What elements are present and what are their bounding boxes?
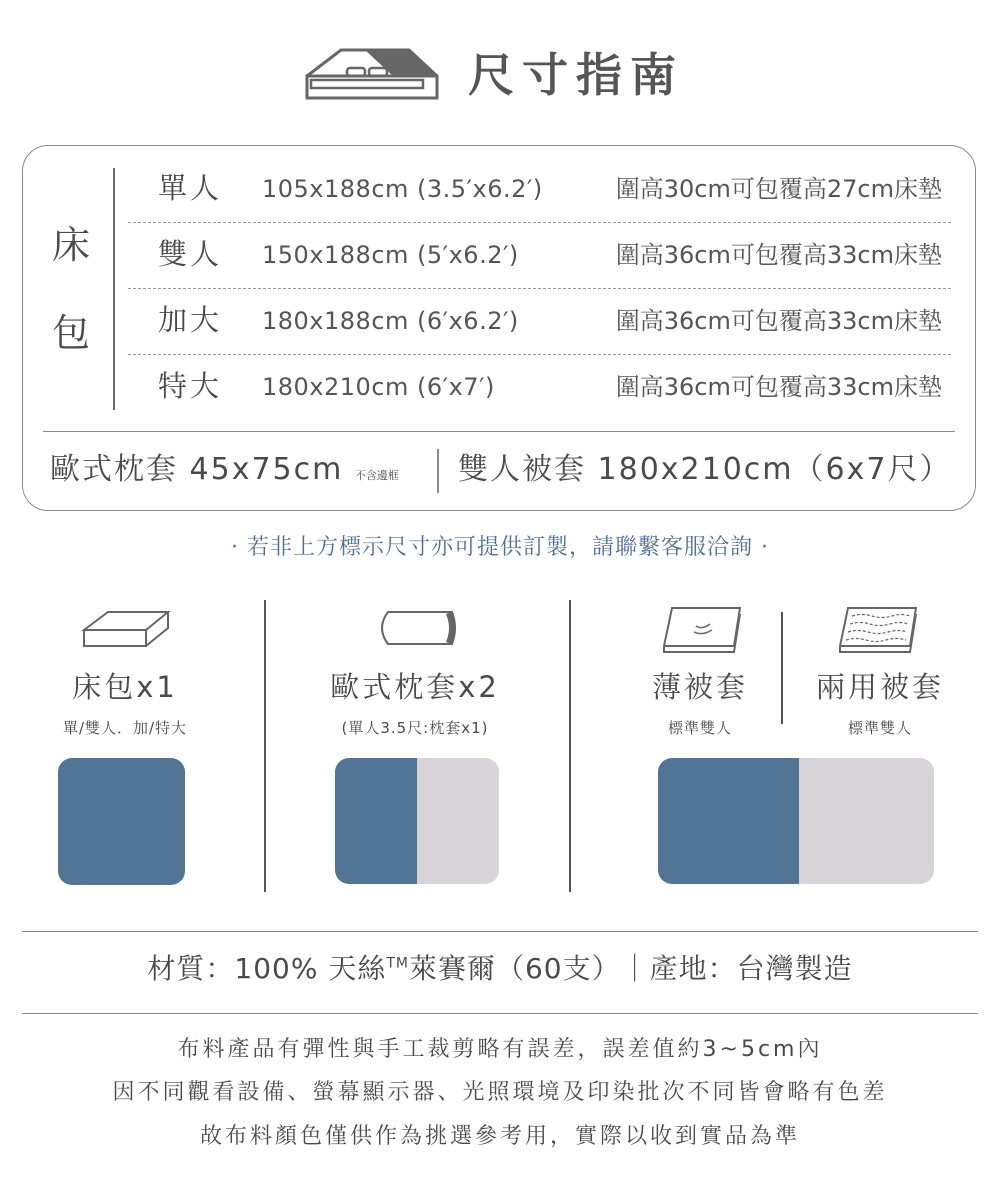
size-row-note: 圍高36cm可包覆高33cm床墊 bbox=[615, 373, 942, 401]
size-row-note: 圍高36cm可包覆高33cm床墊 bbox=[615, 307, 942, 335]
product-subtitle: 標準雙人 bbox=[667, 719, 732, 737]
product-subtitle: (單人3.5尺:枕套x1) bbox=[341, 719, 489, 737]
disclaimer-line: 因不同觀看設備、螢幕顯示器、光照環境及印染批次不同皆會略有色差 bbox=[112, 1080, 888, 1105]
category-label-char-1: 床 bbox=[52, 223, 91, 267]
product-subtitle: 單/雙人．加/特大 bbox=[62, 719, 188, 737]
table-separator bbox=[43, 431, 955, 432]
product-subtitle: 標準雙人 bbox=[847, 719, 912, 737]
product-title: 床包x1 bbox=[72, 670, 178, 704]
category-divider bbox=[113, 168, 115, 410]
size-row-dims: 180x188cm (6′x6.2′) bbox=[262, 307, 519, 335]
product-title: 薄被套 bbox=[651, 670, 748, 704]
disclaimer-line: 故布料顏色僅供作為挑選參考用，實際以收到實品為準 bbox=[199, 1124, 800, 1149]
product-title: 兩用被套 bbox=[815, 670, 944, 704]
size-row-note: 圍高30cm可包覆高27cm床墊 bbox=[615, 175, 942, 203]
swatch-gray bbox=[799, 758, 934, 884]
row-divider bbox=[128, 354, 951, 355]
fabric-swatch bbox=[335, 758, 499, 884]
custom-order-note: · 若非上方標示尺寸亦可提供訂製，請聯繫客服洽詢 · bbox=[231, 535, 769, 560]
swatch-blue bbox=[658, 758, 799, 884]
fitted-sheet-icon bbox=[82, 608, 172, 650]
page-title: 尺寸指南 bbox=[468, 48, 684, 102]
house-bed-icon bbox=[303, 44, 443, 104]
pillowcase-label: 歐式枕套 45x75cm bbox=[50, 452, 344, 487]
size-row-note: 圍高36cm可包覆高33cm床墊 bbox=[615, 241, 942, 269]
size-row-dims: 105x188cm (3.5′x6.2′) bbox=[262, 175, 543, 203]
swatch-gray bbox=[417, 758, 499, 884]
section-divider bbox=[22, 1013, 978, 1014]
row-divider bbox=[128, 222, 951, 223]
product-title: 歐式枕套x2 bbox=[330, 670, 500, 704]
section-divider bbox=[22, 931, 978, 932]
category-label-char-2: 包 bbox=[52, 311, 91, 355]
dual-quilt-icon bbox=[836, 606, 920, 654]
duvet-size: 雙人被套 180x210cm（6x7尺） bbox=[458, 452, 952, 487]
material-prefix: 材質：100% 天絲 bbox=[147, 952, 387, 985]
trademark-symbol: TM bbox=[386, 955, 409, 972]
pillowcase-note: 不含邊框 bbox=[354, 469, 399, 482]
size-row-name: 加大 bbox=[158, 303, 223, 337]
column-divider bbox=[569, 600, 571, 892]
row-divider bbox=[128, 288, 951, 289]
size-row-dims: 180x210cm (6′x7′) bbox=[262, 373, 495, 401]
size-row-name: 單人 bbox=[158, 171, 223, 205]
disclaimer-line: 布料產品有彈性與手工裁剪略有誤差，誤差值約3~5cm內 bbox=[177, 1037, 823, 1062]
column-divider bbox=[781, 612, 783, 724]
pillow-icon bbox=[374, 608, 460, 648]
column-divider bbox=[264, 600, 266, 892]
fabric-swatch bbox=[58, 758, 185, 885]
material-suffix: 萊賽爾（60支）｜產地：台灣製造 bbox=[408, 952, 853, 985]
thin-quilt-icon bbox=[660, 606, 744, 654]
material-info bbox=[0, 952, 1000, 985]
pillowcase-size bbox=[50, 452, 399, 487]
size-row-name: 雙人 bbox=[158, 237, 223, 271]
fabric-swatch bbox=[658, 758, 934, 884]
size-row-dims: 150x188cm (5′x6.2′) bbox=[262, 241, 519, 269]
size-row-name: 特大 bbox=[158, 369, 223, 403]
swatch-blue bbox=[335, 758, 417, 884]
bottom-row-divider bbox=[437, 449, 439, 493]
swatch-blue bbox=[58, 758, 185, 885]
